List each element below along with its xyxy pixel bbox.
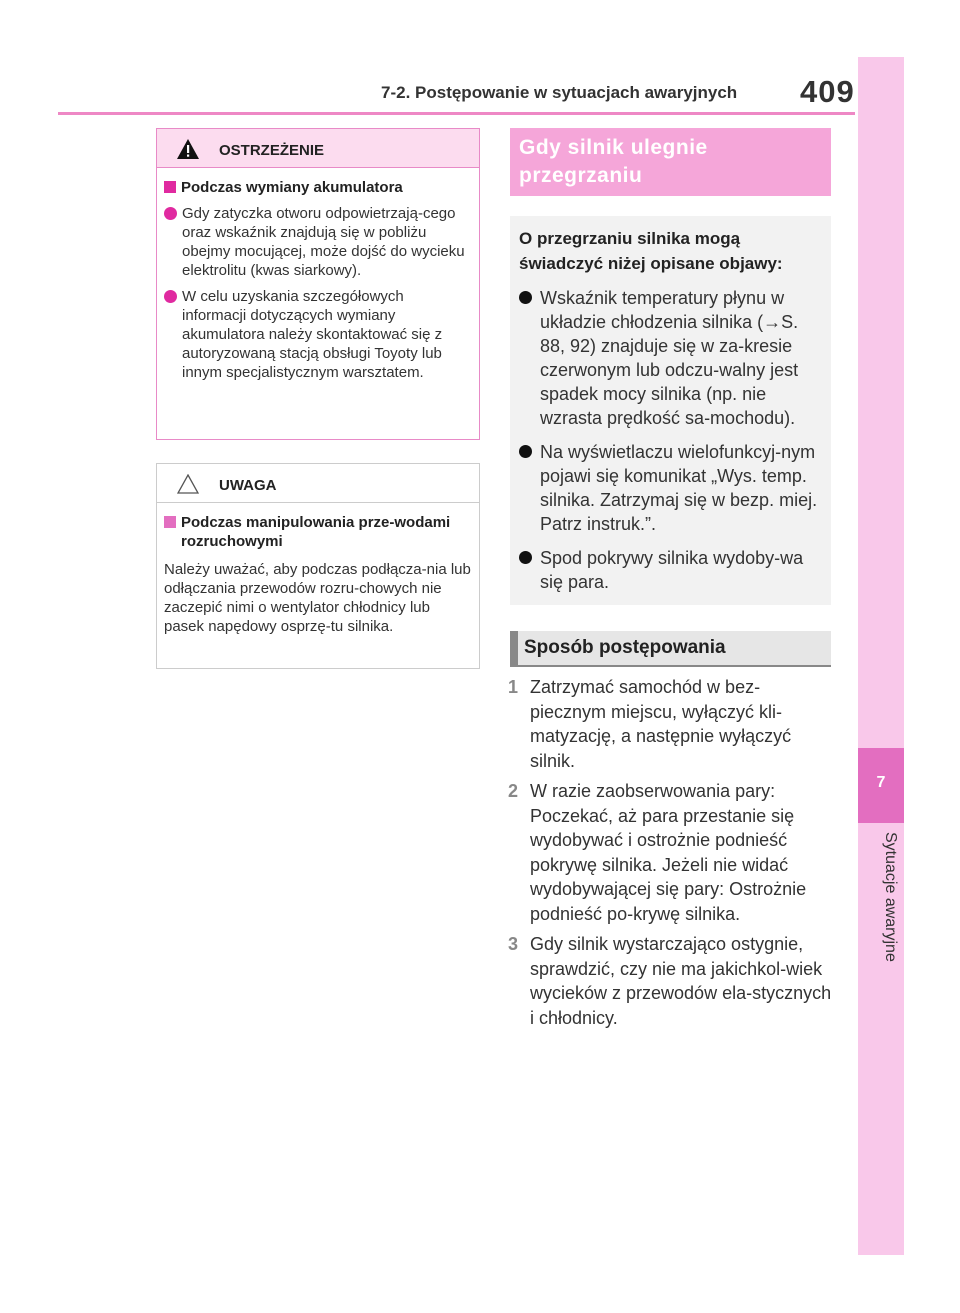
round-bullet-icon	[164, 207, 177, 220]
section-title: 7-2. Postępowanie w sytuacjach awaryjnych	[381, 83, 738, 102]
procedure-step: 3 Gdy silnik wystarczająco ostygnie, sprawdzić, czy nie ma jakichkol-wiek wycieków z przewodów ela-stycznych i chłodnicy.	[508, 934, 832, 1028]
symptom-item: Na wyświetlaczu wielofunkcyj-nym pojawi się komunikat „Wys. temp. silnika. Zatrzymaj się w bezp. miej. Patrz instruk.”.	[519, 440, 823, 536]
warning-title: OSTRZEŻENIE	[219, 142, 325, 159]
warning-box	[156, 128, 480, 440]
square-bullet-icon	[164, 516, 176, 528]
overheat-heading: Gdy silnik ulegnie przegrzaniu	[510, 128, 831, 196]
round-bullet-icon	[519, 291, 532, 304]
symptom-item: Wskaźnik temperatury płynu w układzie chłodzenia silnika (→S. 88, 92) znajduje się w za-kresie czerwonym lub odczu-walny jest spadek mocy silnika (np. nie wzrasta prędkość sa-mochodu).	[519, 286, 823, 430]
notice-box	[156, 463, 480, 669]
warning-item: W celu uzyskania szczegółowych informacji dotyczących wymiany akumulatora należy skontaktować się z autoryzowaną stacją obsługi Toyoty lub innym specjalistycznym warsztatem.	[164, 287, 471, 382]
notice-subtitle: Podczas manipulowania prze-wodami rozruchowymi	[164, 513, 471, 551]
warning-box-header	[157, 129, 479, 168]
chapter-number-tab[interactable]: 7	[858, 748, 904, 823]
procedure-heading: Sposób postępowania	[510, 631, 831, 667]
warning-subtitle: Podczas wymiany akumulatora	[164, 178, 471, 197]
procedure-steps	[508, 675, 834, 1036]
warning-item: Gdy zatyczka otworu odpowietrzają-cego oraz wskaźnik znajdują się w pobliżu obejmy mocującej, może dojść do wycieku elektrolitu (kwas siarkowy).	[164, 204, 471, 280]
chapter-label: Sytuacje awaryjne	[882, 832, 899, 962]
step-number: 1	[508, 677, 519, 697]
symptoms-intro: O przegrzaniu silnika mogą świadczyć niżej opisane objawy:	[519, 229, 783, 273]
round-bullet-icon	[519, 551, 532, 564]
chapter-side-tab	[858, 57, 904, 1255]
square-bullet-icon	[164, 181, 176, 193]
symptom-item: Spod pokrywy silnika wydoby-wa się para.	[519, 546, 823, 594]
notice-text: Należy uważać, aby podczas podłącza-nia lub odłączania przewodów rozru-chowych nie zaczepić nimi o wentylator chłodnicy lub pasek napędowy osprzę-tu silnika.	[164, 561, 471, 635]
notice-box-header	[157, 464, 479, 503]
round-bullet-icon	[164, 290, 177, 303]
symptoms-box	[510, 216, 831, 605]
header-divider	[58, 112, 855, 115]
warning-triangle-icon	[177, 139, 199, 159]
step-number: 3	[508, 934, 519, 954]
procedure-step: 2 W razie zaobserwowania pary: Poczekać, aż para przestanie się wydobywać i ostrożnie podnieść pokrywę silnika. Jeżeli nie widać wydobywającej się pary: Ostrożnie podnieść po-krywę silnika.	[508, 781, 807, 924]
page-number: 409	[800, 74, 855, 109]
step-number: 2	[508, 781, 519, 801]
procedure-step: 1 Zatrzymać samochód w bez-piecznym miejscu, wyłączyć kli-matyzację, a następnie wyłączyć silnik.	[508, 677, 792, 771]
round-bullet-icon	[519, 445, 532, 458]
notice-title: UWAGA	[219, 477, 277, 494]
caution-triangle-icon	[177, 474, 199, 494]
